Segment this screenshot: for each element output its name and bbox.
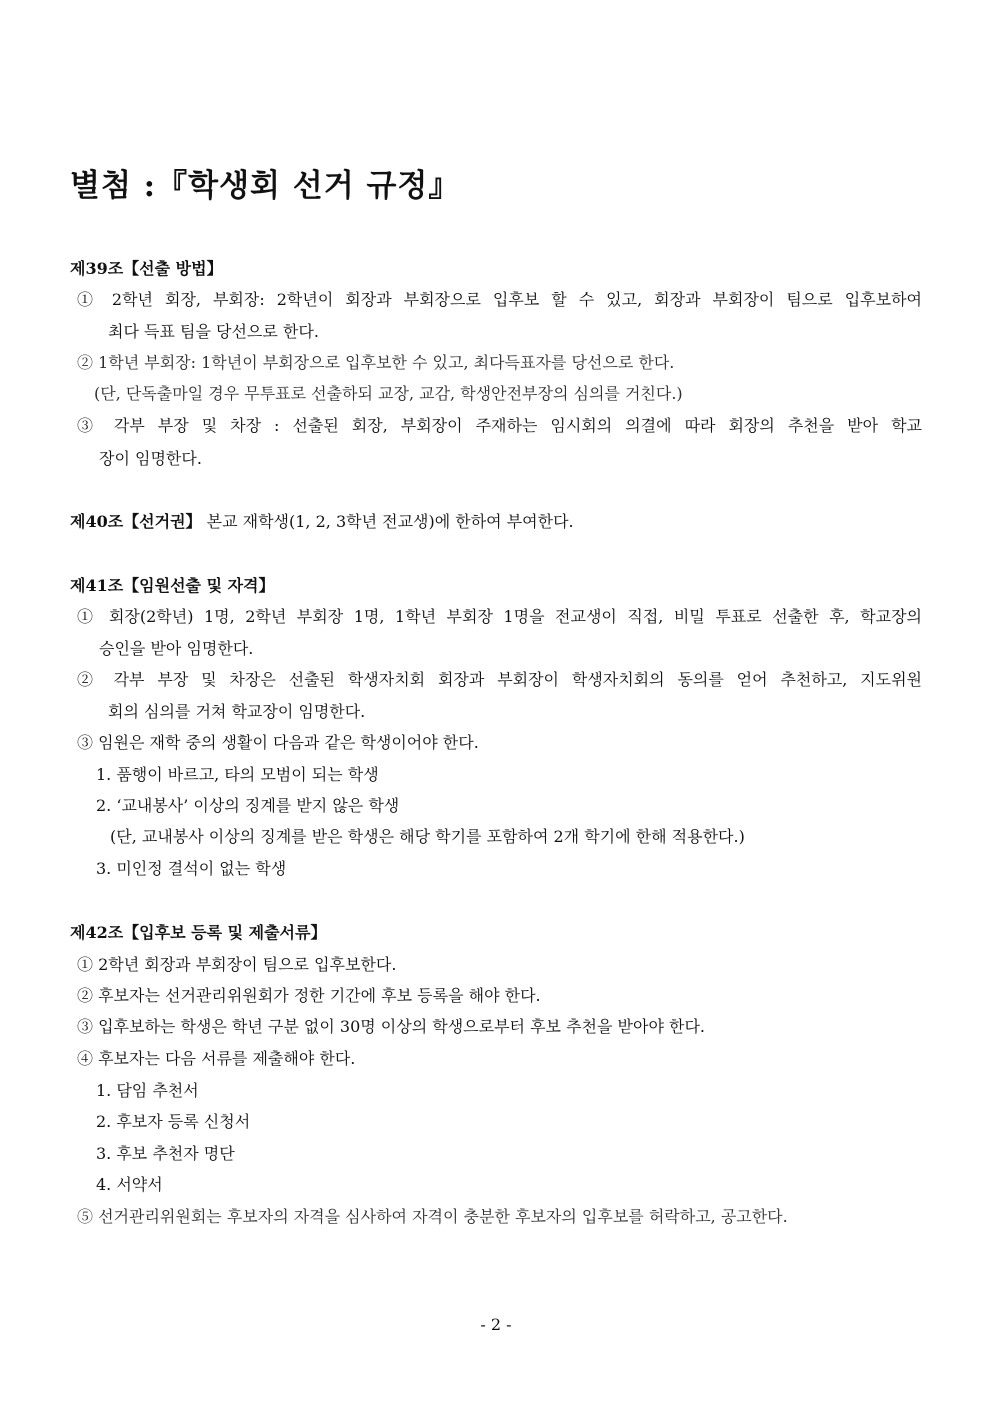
- article-42-item-2: ② 후보자는 선거관리위원회가 정한 기간에 후보 등록을 해야 한다.: [77, 986, 541, 1005]
- article-40-heading: 제40조【선거권】: [70, 512, 202, 531]
- article-41-heading: 제41조【임원선출 및 자격】: [70, 576, 275, 595]
- article-39-item-1-cont: 최다 득표 팀을 당선으로 한다.: [108, 322, 319, 341]
- article-40: [70, 512, 574, 532]
- article-42-item-1: ① 2학년 회장과 부회장이 팀으로 입후보한다.: [77, 955, 397, 974]
- article-42-doc-2: 2. 후보자 등록 신청서: [96, 1112, 251, 1131]
- article-39-heading: 제39조【선출 방법】: [70, 259, 223, 278]
- article-41-sub-2: 2. ‘교내봉사’ 이상의 징계를 받지 않은 학생: [96, 796, 400, 815]
- document-title: 별첨 :『학생회 선거 규정』: [70, 168, 461, 204]
- article-42-item-5: ⑤ 선거관리위원회는 후보자의 자격을 심사하여 자격이 충분한 후보자의 입후보를 허락하고, 공고한다.: [77, 1207, 788, 1226]
- article-42-item-3: ③ 입후보하는 학생은 학년 구분 없이 30명 이상의 학생으로부터 후보 추천을 받아야 한다.: [77, 1017, 705, 1036]
- article-41-item-1: ① 회장(2학년) 1명, 2학년 부회장 1명, 1학년 부회장 1명을 전교생이 직접, 비밀 투표로 선출한 후, 학교장의: [77, 607, 922, 626]
- article-42-doc-3: 3. 후보 추천자 명단: [96, 1144, 235, 1163]
- article-42-doc-1: 1. 담임 추천서: [96, 1081, 199, 1100]
- article-41-sub-3: 3. 미인정 결석이 없는 학생: [96, 859, 287, 878]
- article-41-item-2-cont: 회의 심의를 거쳐 학교장이 임명한다.: [108, 702, 366, 721]
- article-39-item-2: ② 1학년 부회장: 1학년이 부회장으로 입후보한 수 있고, 최다득표자를 당선으로 한다.: [77, 353, 675, 372]
- article-39-item-3: ③ 각부 부장 및 차장 : 선출된 회장, 부회장이 주재하는 임시회의 의결에 따라 회장의 추천을 받아 학교: [77, 416, 922, 435]
- article-41-item-1-cont: 승인을 받아 임명한다.: [99, 639, 254, 658]
- article-41-sub-2-note: (단, 교내봉사 이상의 징계를 받은 학생은 해당 학기를 포함하여 2개 학기에 한해 적용한다.): [110, 827, 745, 846]
- article-40-text: 본교 재학생(1, 2, 3학년 전교생)에 한하여 부여한다.: [201, 512, 574, 531]
- article-41-item-3: ③ 임원은 재학 중의 생활이 다음과 같은 학생이어야 한다.: [77, 733, 479, 752]
- article-41-item-2: ② 각부 부장 및 차장은 선출된 학생자치회 회장과 부회장이 학생자치회의 동의를 얻어 추천하고, 지도위원: [77, 670, 922, 689]
- article-39-item-3-cont: 장이 임명한다.: [99, 449, 202, 468]
- page-number: - 2 -: [480, 1315, 512, 1334]
- article-39-item-1: ① 2학년 회장, 부회장: 2학년이 회장과 부회장으로 입후보 할 수 있고, 회장과 부회장이 팀으로 입후보하여: [77, 290, 922, 309]
- article-42-heading: 제42조【입후보 등록 및 제출서류】: [70, 923, 327, 942]
- article-41-sub-1: 1. 품행이 바르고, 타의 모범이 되는 학생: [96, 765, 379, 784]
- article-42-doc-4: 4. 서약서: [96, 1175, 163, 1194]
- article-42-item-4: ④ 후보자는 다음 서류를 제출해야 한다.: [77, 1049, 356, 1068]
- article-39-item-2-note: (단, 단독출마일 경우 무투표로 선출하되 교장, 교감, 학생안전부장의 심의를 거친다.): [94, 384, 683, 403]
